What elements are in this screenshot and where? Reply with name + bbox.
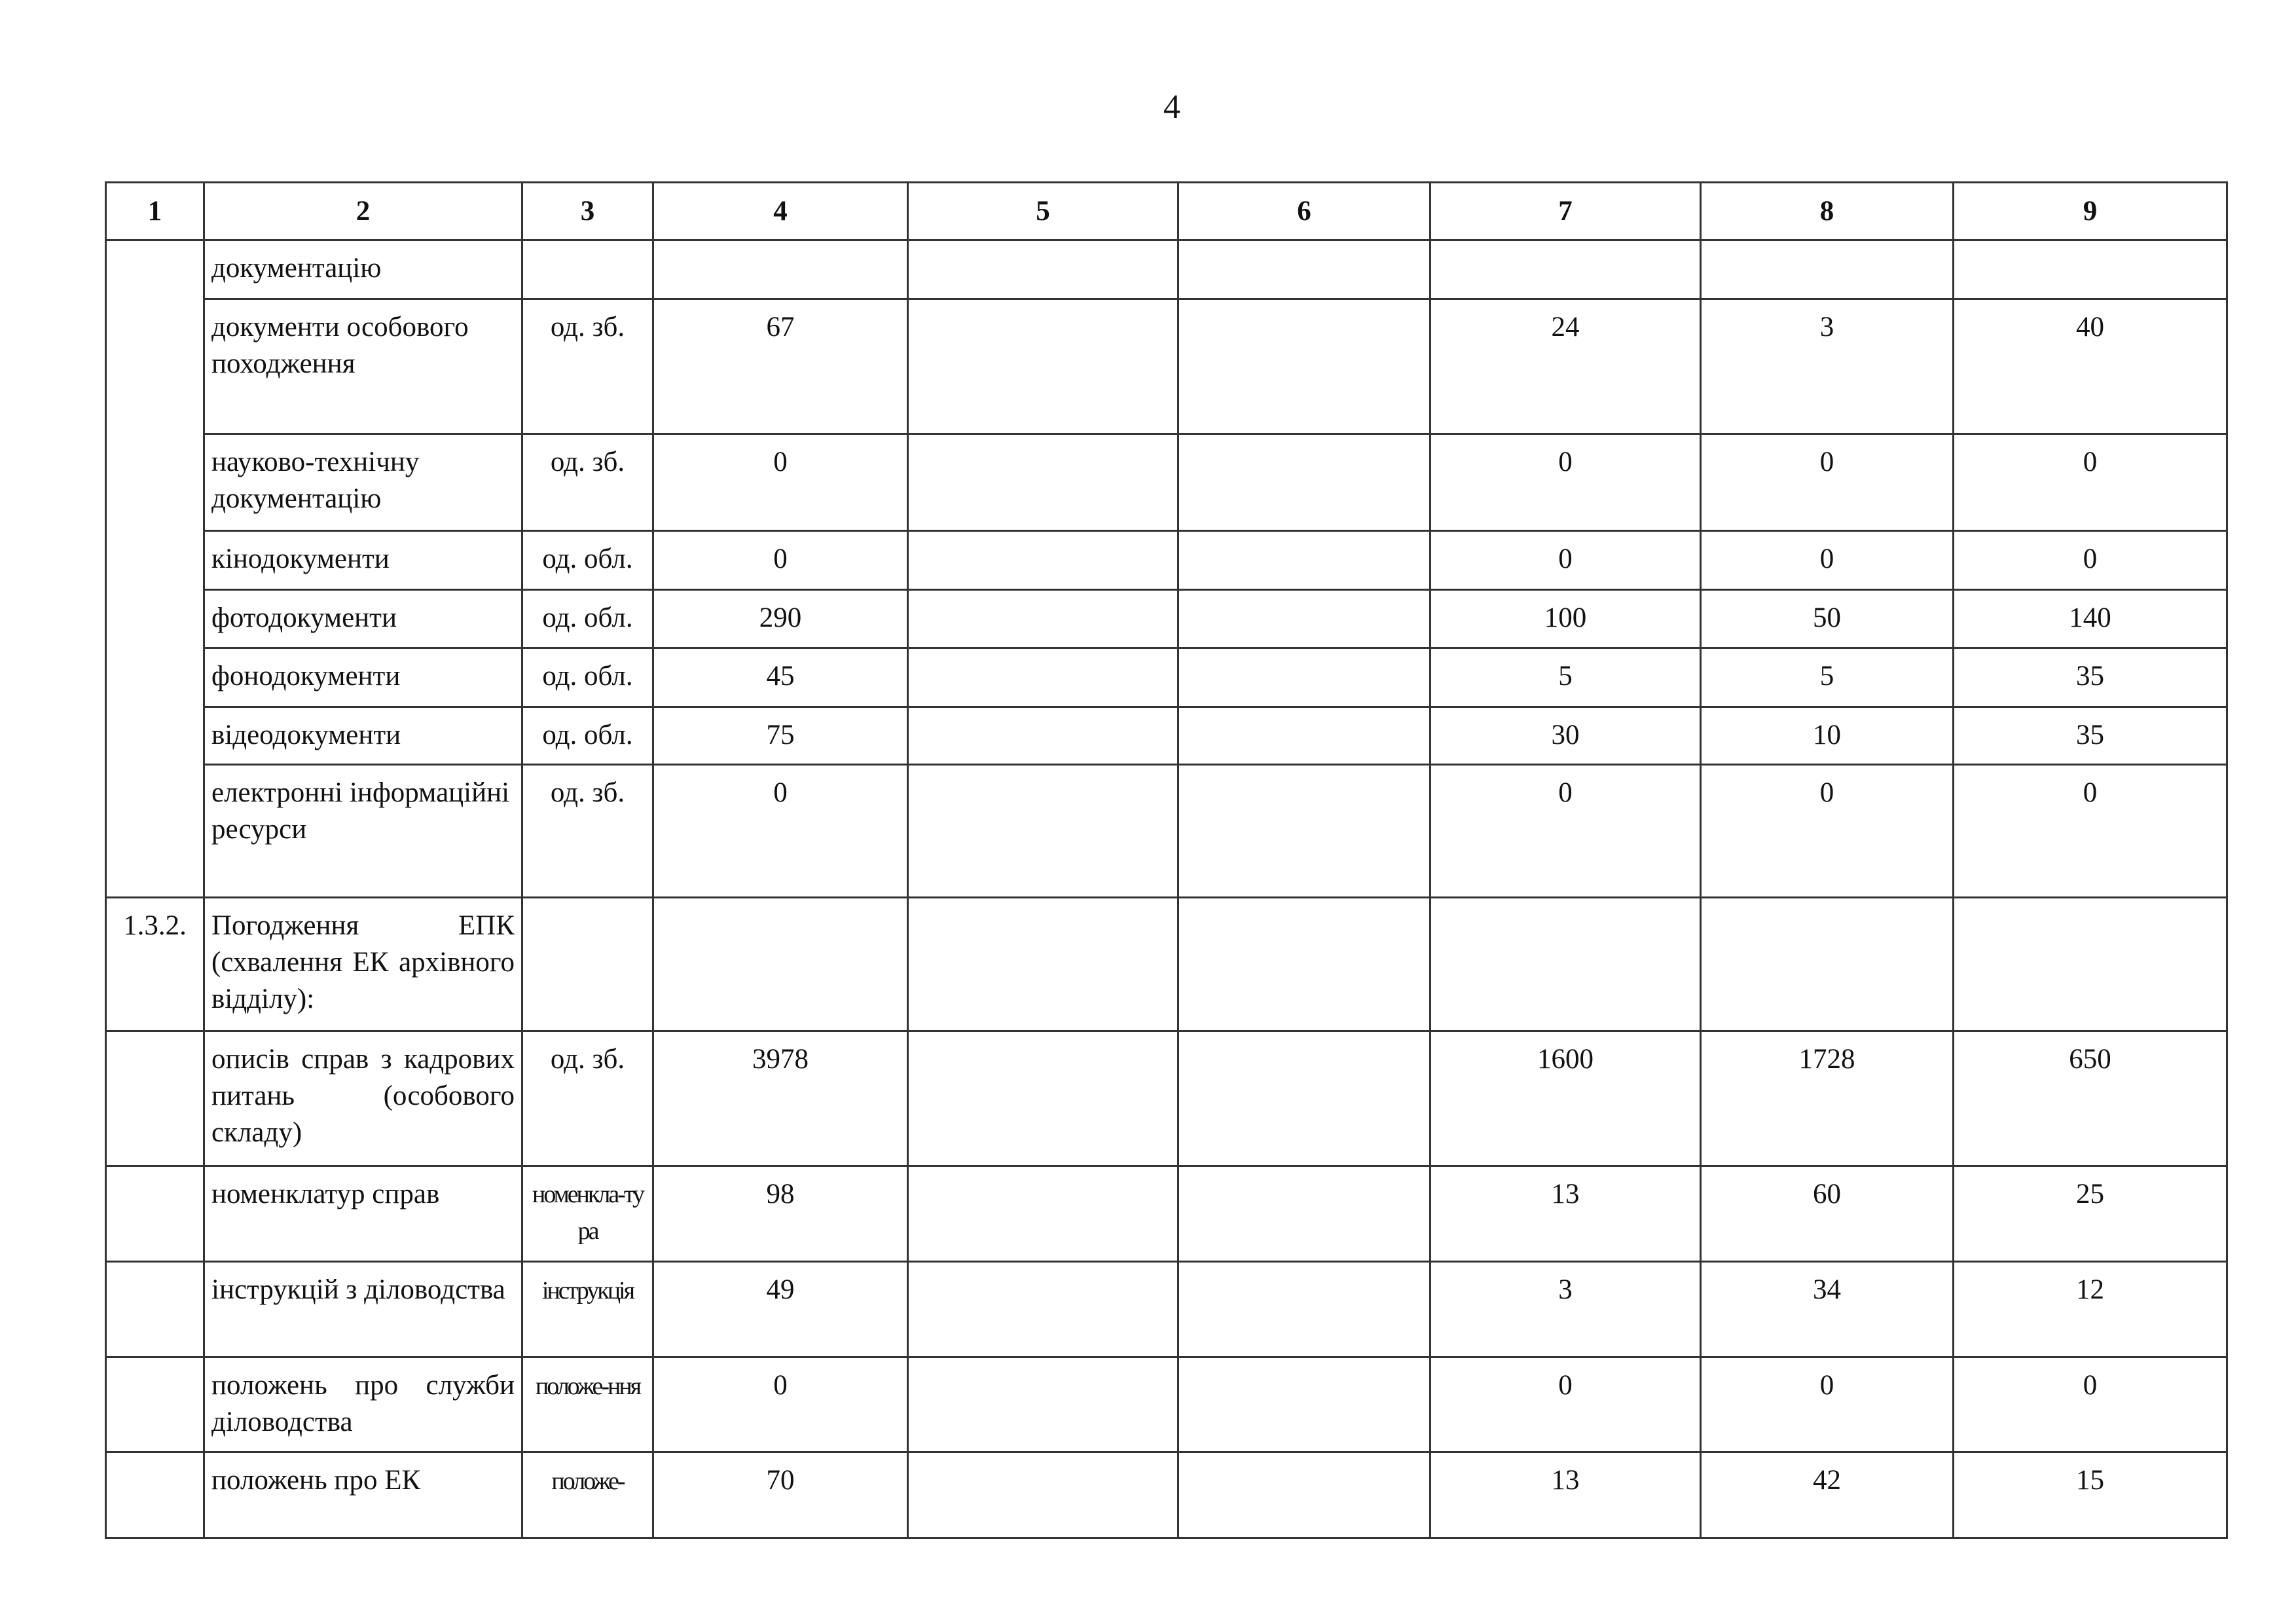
- value-cell-8: 1728: [1701, 1031, 1954, 1166]
- row-number-cell: [106, 1166, 204, 1262]
- unit-cell: од. зб.: [522, 299, 653, 434]
- header-cell: 6: [1178, 183, 1430, 240]
- unit-text: положе-ння: [535, 1373, 640, 1400]
- value-cell-8: 34: [1701, 1262, 1954, 1357]
- value-cell-8: 60: [1701, 1166, 1954, 1262]
- value-cell-6: [1178, 1031, 1430, 1166]
- value-cell-8: 0: [1701, 765, 1954, 898]
- row-number-cell: [106, 1031, 204, 1166]
- value-cell-8: 0: [1701, 1357, 1954, 1452]
- value-cell-5: [908, 531, 1178, 590]
- value-cell-6: [1178, 299, 1430, 434]
- value-cell-7: 30: [1430, 707, 1701, 765]
- header-row: [106, 183, 2227, 240]
- table-row: [106, 590, 2227, 648]
- value-cell-9: [1954, 898, 2227, 1031]
- value-cell-7: 24: [1430, 299, 1701, 434]
- value-cell-8: 5: [1701, 648, 1954, 707]
- value-cell-7: 13: [1430, 1166, 1701, 1262]
- value-cell-5: [908, 765, 1178, 898]
- value-cell-7: [1430, 240, 1701, 299]
- table-row: [106, 898, 2227, 1031]
- value-cell-9: 15: [1954, 1452, 2227, 1538]
- value-cell-8: 10: [1701, 707, 1954, 765]
- table-row: [106, 434, 2227, 531]
- value-cell-5: [908, 648, 1178, 707]
- value-cell-6: [1178, 434, 1430, 531]
- value-cell-8: [1701, 240, 1954, 299]
- value-cell-4: 49: [653, 1262, 908, 1357]
- value-cell-6: [1178, 1166, 1430, 1262]
- data-table: [105, 181, 2228, 1539]
- row-number-cell: [106, 240, 204, 898]
- unit-cell: од. зб.: [522, 1031, 653, 1166]
- page-number: 4: [1163, 88, 1180, 126]
- value-cell-9: 35: [1954, 648, 2227, 707]
- value-cell-5: [908, 590, 1178, 648]
- table-row: [106, 765, 2227, 898]
- item-name-cell: положень про служби діловодства: [204, 1357, 522, 1452]
- value-cell-4: 0: [653, 434, 908, 531]
- value-cell-8: 3: [1701, 299, 1954, 434]
- value-cell-6: [1178, 240, 1430, 299]
- value-cell-5: [908, 434, 1178, 531]
- value-cell-9: 0: [1954, 1357, 2227, 1452]
- unit-text: номенкла-тура: [532, 1181, 643, 1245]
- item-name-cell: відеодокументи: [204, 707, 522, 765]
- value-cell-4: 3978: [653, 1031, 908, 1166]
- value-cell-9: 12: [1954, 1262, 2227, 1357]
- value-cell-5: [908, 707, 1178, 765]
- value-cell-7: 0: [1430, 1357, 1701, 1452]
- table-row: [106, 648, 2227, 707]
- value-cell-5: [908, 1031, 1178, 1166]
- value-cell-5: [908, 1166, 1178, 1262]
- value-cell-6: [1178, 898, 1430, 1031]
- value-cell-7: 1600: [1430, 1031, 1701, 1166]
- value-cell-7: 0: [1430, 434, 1701, 531]
- header-cell: 5: [908, 183, 1178, 240]
- header-cell: 9: [1954, 183, 2227, 240]
- row-number-cell: [106, 1452, 204, 1538]
- header-cell: 4: [653, 183, 908, 240]
- header-cell: 2: [204, 183, 522, 240]
- item-name-cell: фотодокументи: [204, 590, 522, 648]
- value-cell-7: 13: [1430, 1452, 1701, 1538]
- value-cell-9: 0: [1954, 434, 2227, 531]
- item-name-cell: електронні інформаційні ресурси: [204, 765, 522, 898]
- item-name-cell: описів справ з кадрових питань (особового складу): [204, 1031, 522, 1166]
- value-cell-4: 0: [653, 765, 908, 898]
- value-cell-9: 25: [1954, 1166, 2227, 1262]
- unit-cell: од. обл.: [522, 590, 653, 648]
- item-name-cell: фонодокументи: [204, 648, 522, 707]
- item-name-cell: науково-технічну документацію: [204, 434, 522, 531]
- value-cell-5: [908, 1452, 1178, 1538]
- value-cell-4: 0: [653, 1357, 908, 1452]
- item-name-cell: кінодокументи: [204, 531, 522, 590]
- unit-cell: [522, 1452, 653, 1538]
- table-row: [106, 1166, 2227, 1262]
- unit-cell: од. обл.: [522, 531, 653, 590]
- value-cell-5: [908, 898, 1178, 1031]
- unit-cell: од. обл.: [522, 707, 653, 765]
- value-cell-9: [1954, 240, 2227, 299]
- unit-cell: од. зб.: [522, 434, 653, 531]
- item-name-cell: документацію: [204, 240, 522, 299]
- value-cell-6: [1178, 590, 1430, 648]
- value-cell-4: [653, 240, 908, 299]
- header-cell: 3: [522, 183, 653, 240]
- table-row: [106, 1262, 2227, 1357]
- value-cell-5: [908, 1262, 1178, 1357]
- value-cell-4: 290: [653, 590, 908, 648]
- table-row: [106, 1031, 2227, 1166]
- table-row: [106, 240, 2227, 299]
- row-number-cell: 1.3.2.: [106, 898, 204, 1031]
- table-row: [106, 1357, 2227, 1452]
- unit-text: інструкція: [541, 1277, 634, 1304]
- row-number-cell: [106, 1357, 204, 1452]
- header-cell: 8: [1701, 183, 1954, 240]
- table-row: [106, 1452, 2227, 1538]
- value-cell-4: 70: [653, 1452, 908, 1538]
- value-cell-9: 35: [1954, 707, 2227, 765]
- value-cell-5: [908, 1357, 1178, 1452]
- item-name-cell: положень про ЕК: [204, 1452, 522, 1538]
- item-name-cell: Погодження ЕПК (схвалення ЕК архівного відділу):: [204, 898, 522, 1031]
- row-number-cell: [106, 1262, 204, 1357]
- table-row: [106, 707, 2227, 765]
- value-cell-4: 75: [653, 707, 908, 765]
- value-cell-7: [1430, 898, 1701, 1031]
- value-cell-6: [1178, 648, 1430, 707]
- value-cell-7: 5: [1430, 648, 1701, 707]
- value-cell-8: 0: [1701, 434, 1954, 531]
- value-cell-8: 42: [1701, 1452, 1954, 1538]
- value-cell-4: [653, 898, 908, 1031]
- value-cell-9: 140: [1954, 590, 2227, 648]
- unit-text: положе-: [551, 1467, 624, 1495]
- header-cell: 7: [1430, 183, 1701, 240]
- value-cell-4: 67: [653, 299, 908, 434]
- value-cell-8: 50: [1701, 590, 1954, 648]
- value-cell-6: [1178, 765, 1430, 898]
- value-cell-7: 0: [1430, 765, 1701, 898]
- unit-cell: [522, 1262, 653, 1357]
- unit-cell: [522, 1357, 653, 1452]
- value-cell-4: 45: [653, 648, 908, 707]
- value-cell-6: [1178, 1262, 1430, 1357]
- value-cell-5: [908, 240, 1178, 299]
- value-cell-6: [1178, 531, 1430, 590]
- table-row: [106, 531, 2227, 590]
- unit-cell: [522, 240, 653, 299]
- header-cell: 1: [106, 183, 204, 240]
- value-cell-7: 3: [1430, 1262, 1701, 1357]
- value-cell-5: [908, 299, 1178, 434]
- unit-cell: од. обл.: [522, 648, 653, 707]
- item-name-cell: інструкцій з діловодства: [204, 1262, 522, 1357]
- item-name-cell: номенклатур справ: [204, 1166, 522, 1262]
- value-cell-6: [1178, 1452, 1430, 1538]
- unit-cell: [522, 898, 653, 1031]
- value-cell-7: 0: [1430, 531, 1701, 590]
- value-cell-6: [1178, 1357, 1430, 1452]
- unit-cell: [522, 1166, 653, 1262]
- value-cell-9: 0: [1954, 531, 2227, 590]
- value-cell-4: 0: [653, 531, 908, 590]
- table-row: [106, 299, 2227, 434]
- value-cell-8: 0: [1701, 531, 1954, 590]
- unit-cell: од. зб.: [522, 765, 653, 898]
- value-cell-9: 0: [1954, 765, 2227, 898]
- value-cell-4: 98: [653, 1166, 908, 1262]
- item-name-cell: документи особового походження: [204, 299, 522, 434]
- value-cell-6: [1178, 707, 1430, 765]
- value-cell-8: [1701, 898, 1954, 1031]
- value-cell-7: 100: [1430, 590, 1701, 648]
- value-cell-9: 650: [1954, 1031, 2227, 1166]
- value-cell-9: 40: [1954, 299, 2227, 434]
